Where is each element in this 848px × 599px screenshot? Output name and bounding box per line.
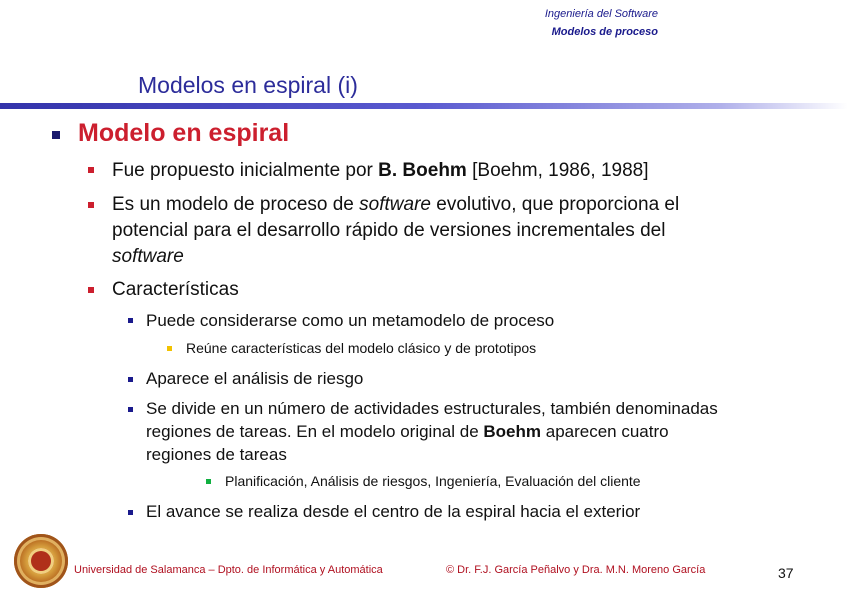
sub-bullet-spiral-advance: El avance se realiza desde el centro de la espiral hacia el exterior xyxy=(146,502,641,521)
bullet-square-icon xyxy=(88,167,94,173)
bullet-proposed-by xyxy=(112,158,649,184)
seal-center xyxy=(28,548,54,574)
sub-bullet-risk-analysis: Aparece el análisis de riesgo xyxy=(146,369,364,388)
sub-bullet-task-regions-line3: regiones de tareas xyxy=(146,445,287,464)
bullet-evolutive-line2: potencial para el desarrollo rápido de versiones incrementales del xyxy=(112,220,666,241)
sub-bullet-task-regions-line2 xyxy=(146,420,669,443)
italic-term: software xyxy=(112,246,184,267)
sub-bullet-metamodel: Puede considerarse como un metamodelo de proceso xyxy=(146,311,555,330)
bullet-square-icon xyxy=(167,346,172,351)
section-name: Modelos de proceso xyxy=(551,26,658,38)
sub-sub-bullet-regions-list: Planificación, Análisis de riesgos, Ingeniería, Evaluación del cliente xyxy=(225,473,641,489)
bullet-square-icon xyxy=(128,510,133,515)
citation: [Boehm, 1986, 1988] xyxy=(466,160,649,181)
bullet-text: Fue propuesto inicialmente por xyxy=(112,160,379,181)
bullet-text: regiones de tareas. En el modelo original de xyxy=(146,422,484,441)
bullet-square-icon xyxy=(128,377,133,382)
title-divider xyxy=(0,103,848,109)
author-name: B. Boehm xyxy=(378,160,467,181)
course-name: Ingeniería del Software xyxy=(544,8,658,20)
slide-title: Modelos en espiral (i) xyxy=(138,72,358,98)
bullet-square-icon xyxy=(52,131,60,139)
sub-sub-bullet-prototypes: Reúne características del modelo clásico y de prototipos xyxy=(186,340,537,356)
author-name: Boehm xyxy=(483,422,542,441)
italic-term: software xyxy=(359,194,431,215)
footer-authors: © Dr. F.J. García Peñalvo y Dra. M.N. Moreno García xyxy=(446,564,706,576)
main-heading: Modelo en espiral xyxy=(78,119,290,147)
university-seal-icon xyxy=(14,534,68,588)
bullet-evolutive-line1 xyxy=(112,192,679,218)
bullet-text: evolutivo, que proporciona el xyxy=(430,194,680,215)
bullet-text: aparecen cuatro xyxy=(541,422,669,441)
footer-university: Universidad de Salamanca – Dpto. de Informática y Automática xyxy=(74,564,383,576)
bullet-square-icon xyxy=(88,287,94,293)
sub-bullet-task-regions-line1: Se divide en un número de actividades estructurales, también denominadas xyxy=(146,399,718,418)
bullet-square-icon xyxy=(128,318,133,323)
bullet-text: Es un modelo de proceso de xyxy=(112,194,360,215)
bullet-evolutive-line3 xyxy=(112,244,184,270)
bullet-characteristics: Características xyxy=(112,279,239,300)
bullet-square-icon xyxy=(206,479,211,484)
page-number: 37 xyxy=(778,565,794,581)
bullet-square-icon xyxy=(88,202,94,208)
bullet-square-icon xyxy=(128,407,133,412)
